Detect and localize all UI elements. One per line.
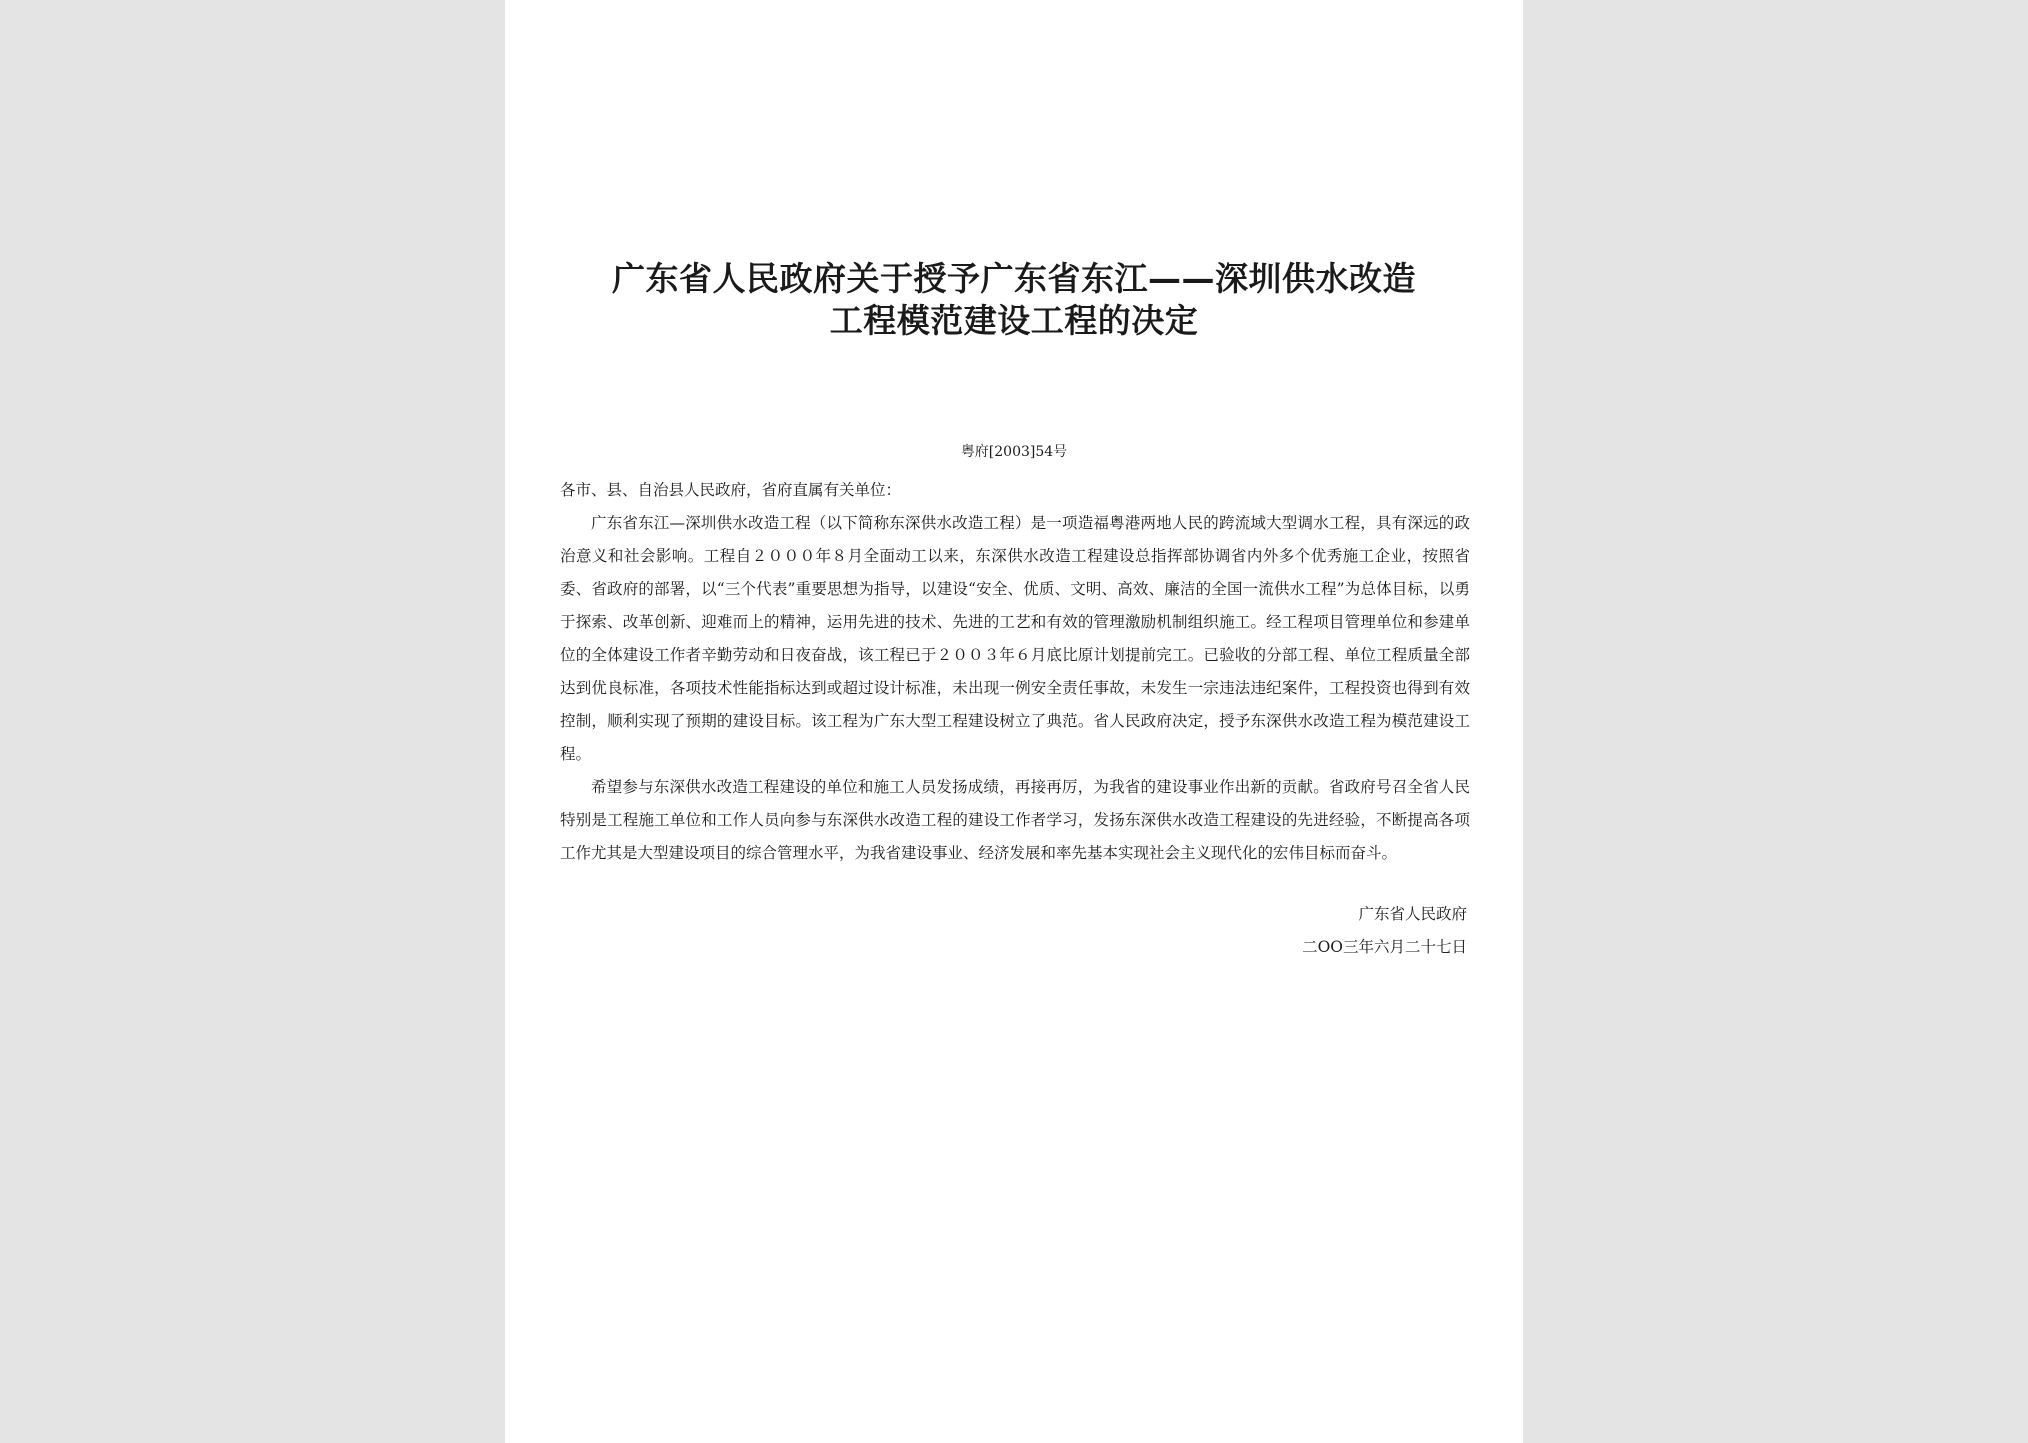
paragraph-2: 希望参与东深供水改造工程建设的单位和施工人员发扬成绩，再接再厉，为我省的建设事业作出新的贡献。省政府号召全省人民特别是工程施工单位和工作人员向参与东深供水改造工程的建设工作者学习，发扬东深供水改造工程建设的先进经验，不断提高各项工作尤其是大型建设项目的综合管理水平，为我省建设事业、经济发展和率先基本实现社会主义现代化的宏伟目标而奋斗。 <box>560 778 1470 862</box>
title-line-2: 工程模范建设工程的决定 <box>829 301 1199 340</box>
issue-date: 二OO三年六月二十七日 <box>1302 938 1467 956</box>
issuer-name: 广东省人民政府 <box>1358 905 1467 923</box>
document-title <box>565 258 1463 342</box>
signature-block <box>1302 898 1467 964</box>
document-number: 粤府[2003]54号 <box>960 444 1068 460</box>
document-page <box>505 0 1523 1443</box>
document-body <box>560 474 1470 870</box>
paragraph-1: 广东省东江—深圳供水改造工程（以下简称东深供水改造工程）是一项造福粤港两地人民的跨流域大型调水工程，具有深远的政治意义和社会影响。工程自２０００年８月全面动工以来，东深供水改造工程建设总指挥部协调省内外多个优秀施工企业，按照省委、省政府的部署，以“三个代表”重要思想为指导，以建设“安全、优质、文明、高效、廉洁的全国一流供水工程”为总体目标，以勇于探索、改革创新、迎难而上的精神，运用先进的技术、先进的工艺和有效的管理激励机制组织施工。经工程项目管理单位和参建单位的全体建设工作者辛勤劳动和日夜奋战，该工程已于２００３年６月底比原计划提前完工。已验收的分部工程、单位工程质量全部达到优良标准，各项技术性能指标达到或超过设计标准，未出现一例安全责任事故，未发生一宗违法违纪案件，工程投资也得到有效控制，顺利实现了预期的建设目标。该工程为广东大型工程建设树立了典范。省人民政府决定，授予东深供水改造工程为模范建设工程。 <box>560 514 1470 763</box>
addressee-line: 各市、县、自治县人民政府，省府直属有关单位： <box>560 481 902 499</box>
title-line-1: 广东省人民政府关于授予广东省东江——深圳供水改造 <box>612 259 1416 298</box>
